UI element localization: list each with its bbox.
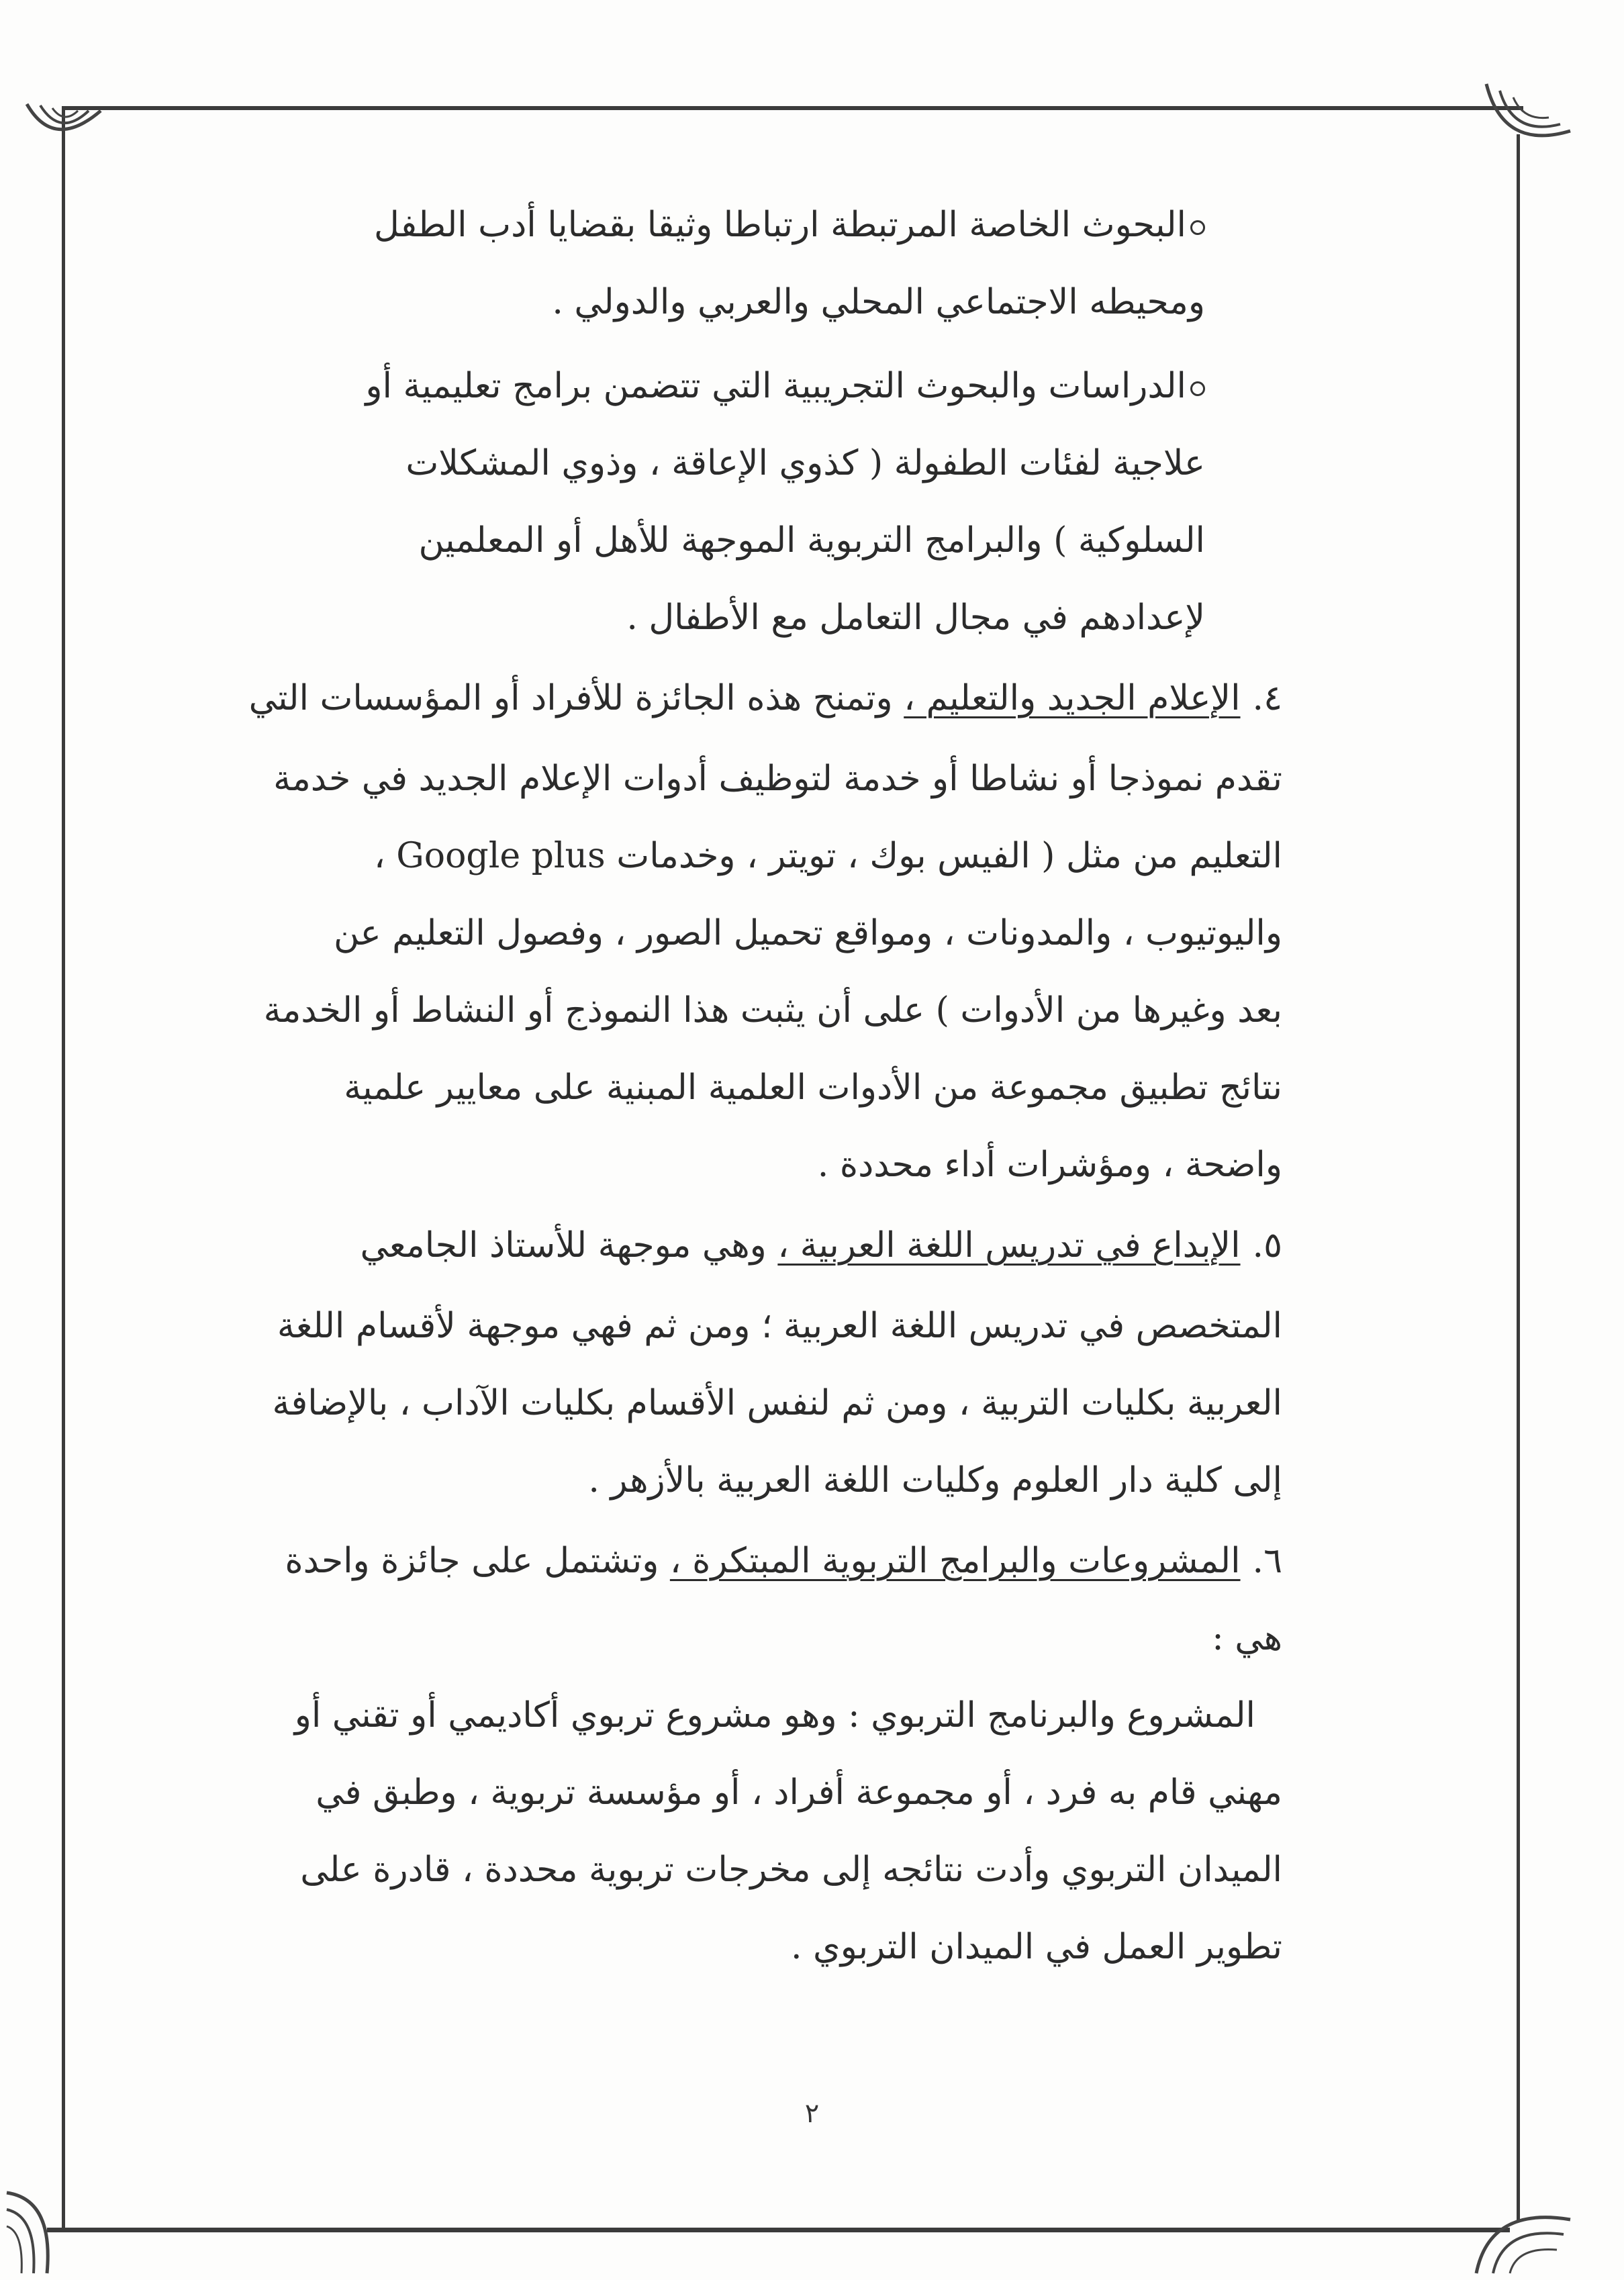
item-number: ٥. bbox=[1252, 1225, 1282, 1266]
corner-ornament-icon bbox=[1463, 2179, 1577, 2280]
text-line: التعليم من مثل ( الفيس بوك ، تويتر ، وخدمات Google plus ، bbox=[373, 836, 1282, 876]
text-line: المتخصص في تدريس اللغة العربية ؛ ومن ثم فهي موجهة لأقسام اللغة bbox=[277, 1306, 1282, 1346]
text-line: العربية بكليات التربية ، ومن ثم لنفس الأقسام بكليات الآداب ، بالإضافة bbox=[272, 1383, 1282, 1423]
border-right bbox=[1517, 134, 1520, 2222]
text-line: إلى كلية دار العلوم وكليات اللغة العربية بالأزهر . bbox=[588, 1460, 1282, 1501]
numbered-item-4 bbox=[249, 678, 1282, 718]
text-line: تقدم نموذجا أو نشاطا أو خدمة لتوظيف أدوات الإعلام الجديد في خدمة bbox=[273, 759, 1282, 799]
numbered-item-5 bbox=[361, 1225, 1283, 1266]
text-line: ومحيطه الاجتماعي المحلي والعربي والدولي . bbox=[552, 282, 1205, 322]
border-bottom bbox=[47, 2228, 1510, 2232]
corner-ornament-icon bbox=[0, 2179, 114, 2280]
item-text: وهي موجهة للأستاذ الجامعي bbox=[360, 1225, 767, 1266]
item-number: ٤. bbox=[1252, 678, 1282, 718]
text-line: نتائج تطبيق مجموعة من الأدوات العلمية المبنية على معايير علمية bbox=[344, 1067, 1282, 1108]
bullet-item bbox=[374, 205, 1205, 245]
text-line: واضحة ، ومؤشرات أداء محددة . bbox=[817, 1145, 1282, 1185]
text-line: تطوير العمل في الميدان التربوي . bbox=[790, 1927, 1282, 1967]
text-line: مهني قام به فرد ، أو مجموعة أفراد ، أو مؤسسة تربوية ، وطبق في bbox=[316, 1772, 1282, 1813]
item-title: الإعلام الجديد والتعليم ، bbox=[904, 678, 1241, 718]
border-left bbox=[62, 106, 65, 2232]
bullet-icon bbox=[1190, 220, 1205, 235]
item-title: المشروعات والبرامج التربوية المبتكرة ، bbox=[669, 1541, 1241, 1581]
text-line: السلوكية ) والبرامج التربوية الموجهة للأهل أو المعلمين bbox=[418, 520, 1205, 561]
text-line: بعد وغيرها من الأدوات ) على أن يثبت هذا النموذج أو النشاط أو الخدمة bbox=[263, 990, 1282, 1031]
item-number: ٦. bbox=[1252, 1541, 1282, 1581]
text-line: الميدان التربوي وأدت نتائجه إلى مخرجات تربوية محددة ، قادرة على bbox=[300, 1850, 1282, 1890]
numbered-item-6 bbox=[285, 1541, 1282, 1581]
text-line: هي : bbox=[1212, 1618, 1282, 1658]
text-line: واليوتيوب ، والمدونات ، ومواقع تحميل الصور ، وفصول التعليم عن bbox=[334, 913, 1282, 953]
bullet-text: الدراسات والبحوث التجريبية التي تتضمن برامج تعليمية أو bbox=[365, 366, 1186, 406]
text-line: المشروع والبرنامج التربوي : وهو مشروع تربوي أكاديمي أو تقني أو bbox=[294, 1695, 1255, 1736]
page-number: ٢ bbox=[804, 2098, 820, 2129]
bullet-text: البحوث الخاصة المرتبطة ارتباطا وثيقا بقضايا أدب الطفل bbox=[374, 205, 1186, 245]
text-line: لإعدادهم في مجال التعامل مع الأطفال . bbox=[626, 598, 1205, 638]
corner-ornament-icon bbox=[1470, 57, 1584, 158]
corner-ornament-icon bbox=[13, 64, 128, 164]
text-line: علاجية لفئات الطفولة ( كذوي الإعاقة ، وذوي المشكلات bbox=[405, 443, 1205, 483]
border-top bbox=[64, 106, 1523, 110]
bullet-icon bbox=[1190, 381, 1205, 396]
item-text: وتشتمل على جائزة واحدة bbox=[285, 1541, 659, 1581]
item-text: وتمنح هذه الجائزة للأفراد أو المؤسسات التي bbox=[248, 678, 893, 718]
item-title: الإبداع في تدريس اللغة العربية ، bbox=[777, 1225, 1241, 1266]
bullet-item bbox=[365, 366, 1205, 406]
